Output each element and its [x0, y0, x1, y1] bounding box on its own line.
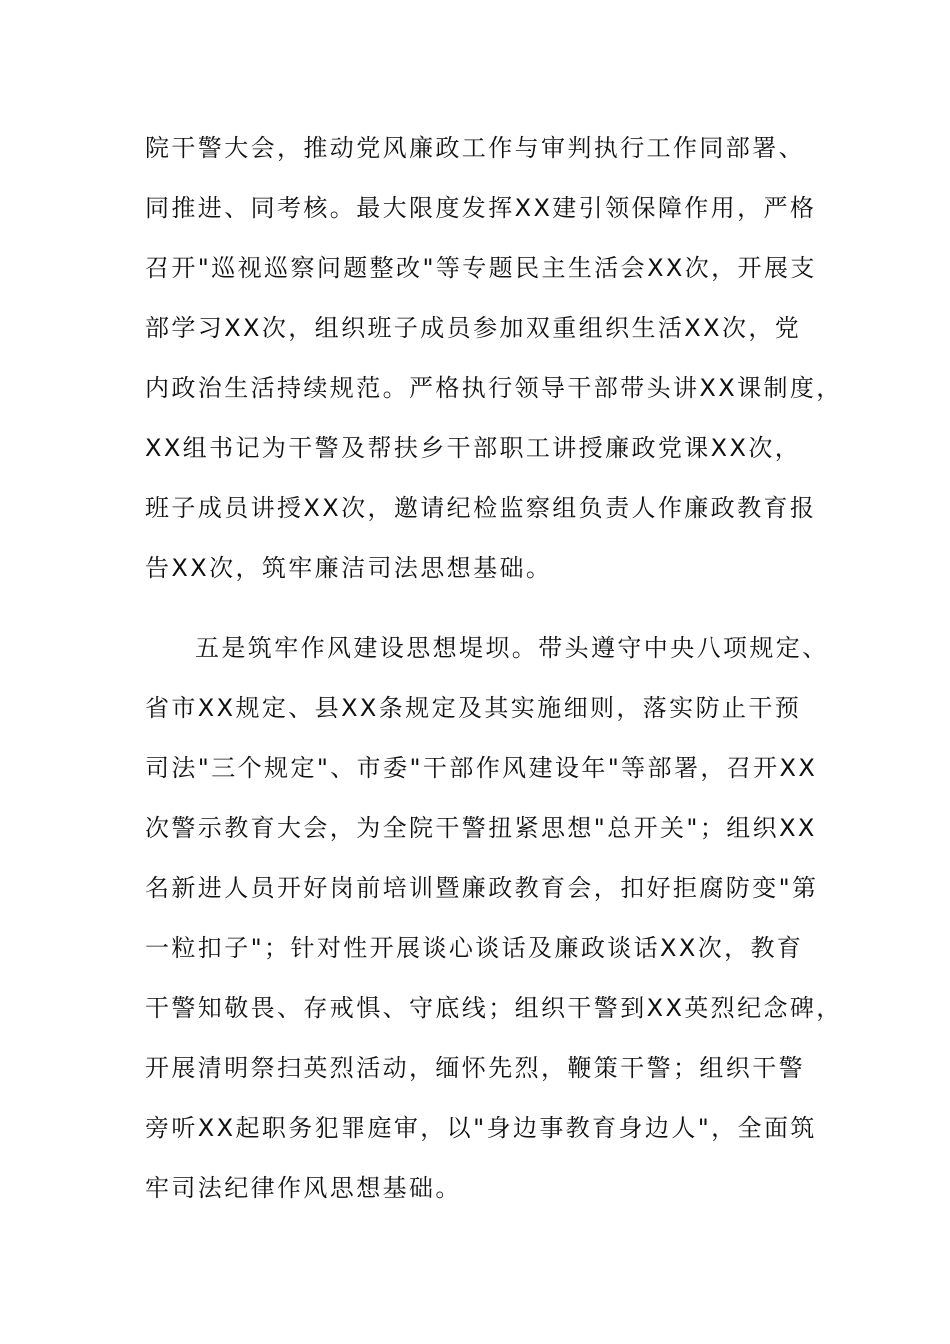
text-line: 内政治生活持续规范。严格执行领导干部带头讲XX课制度， — [145, 374, 843, 402]
text-line: 院干警大会，推动党风廉政工作与审判执行工作同部署、 — [145, 134, 805, 162]
text-line: 开展清明祭扫英烈活动，缅怀先烈，鞭策干警；组织干警 — [145, 1054, 805, 1082]
text-line: 告XX次，筑牢廉洁司法思想基础。 — [145, 554, 553, 582]
text-line: 省市XX规定、县XX条规定及其实施细则，落实防止干预 — [145, 694, 802, 722]
text-line: 次警示教育大会，为全院干警扭紧思想"总开关"；组织XX — [145, 814, 817, 842]
text-line: 召开"巡视巡察问题整改"等专题民主生活会XX次，开展支 — [145, 254, 817, 282]
text-line: 五是筑牢作风建设思想堤坝。带头遵守中央八项规定、 — [195, 634, 829, 662]
text-line: 牢司法纪律作风思想基础。 — [145, 1174, 462, 1202]
text-line: 司法"三个规定"、市委"干部作风建设年"等部署，召开XX — [145, 754, 818, 782]
text-line: 一粒扣子"；针对性开展谈心谈话及廉政谈话XX次，教育 — [145, 934, 804, 962]
text-line: 名新进人员开好岗前培训暨廉政教育会，扣好拒腐防变"第 — [145, 874, 819, 902]
text-line: 班子成员讲授XX次，邀请纪检监察组负责人作廉政教育报 — [145, 494, 817, 522]
text-line: 旁听XX起职务犯罪庭审，以"身边事教育身边人"，全面筑 — [145, 1114, 817, 1142]
text-line: 部学习XX次，组织班子成员参加双重组织生活XX次，党 — [145, 314, 802, 342]
text-line: 干警知敬畏、存戒惧、守底线；组织干警到XX英烈纪念碑， — [145, 994, 843, 1022]
text-line: XX组书记为干警及帮扶乡干部职工讲授廉政党课XX次， — [145, 434, 802, 462]
text-line: 同推进、同考核。最大限度发挥XX建引领保障作用，严格 — [145, 194, 817, 222]
